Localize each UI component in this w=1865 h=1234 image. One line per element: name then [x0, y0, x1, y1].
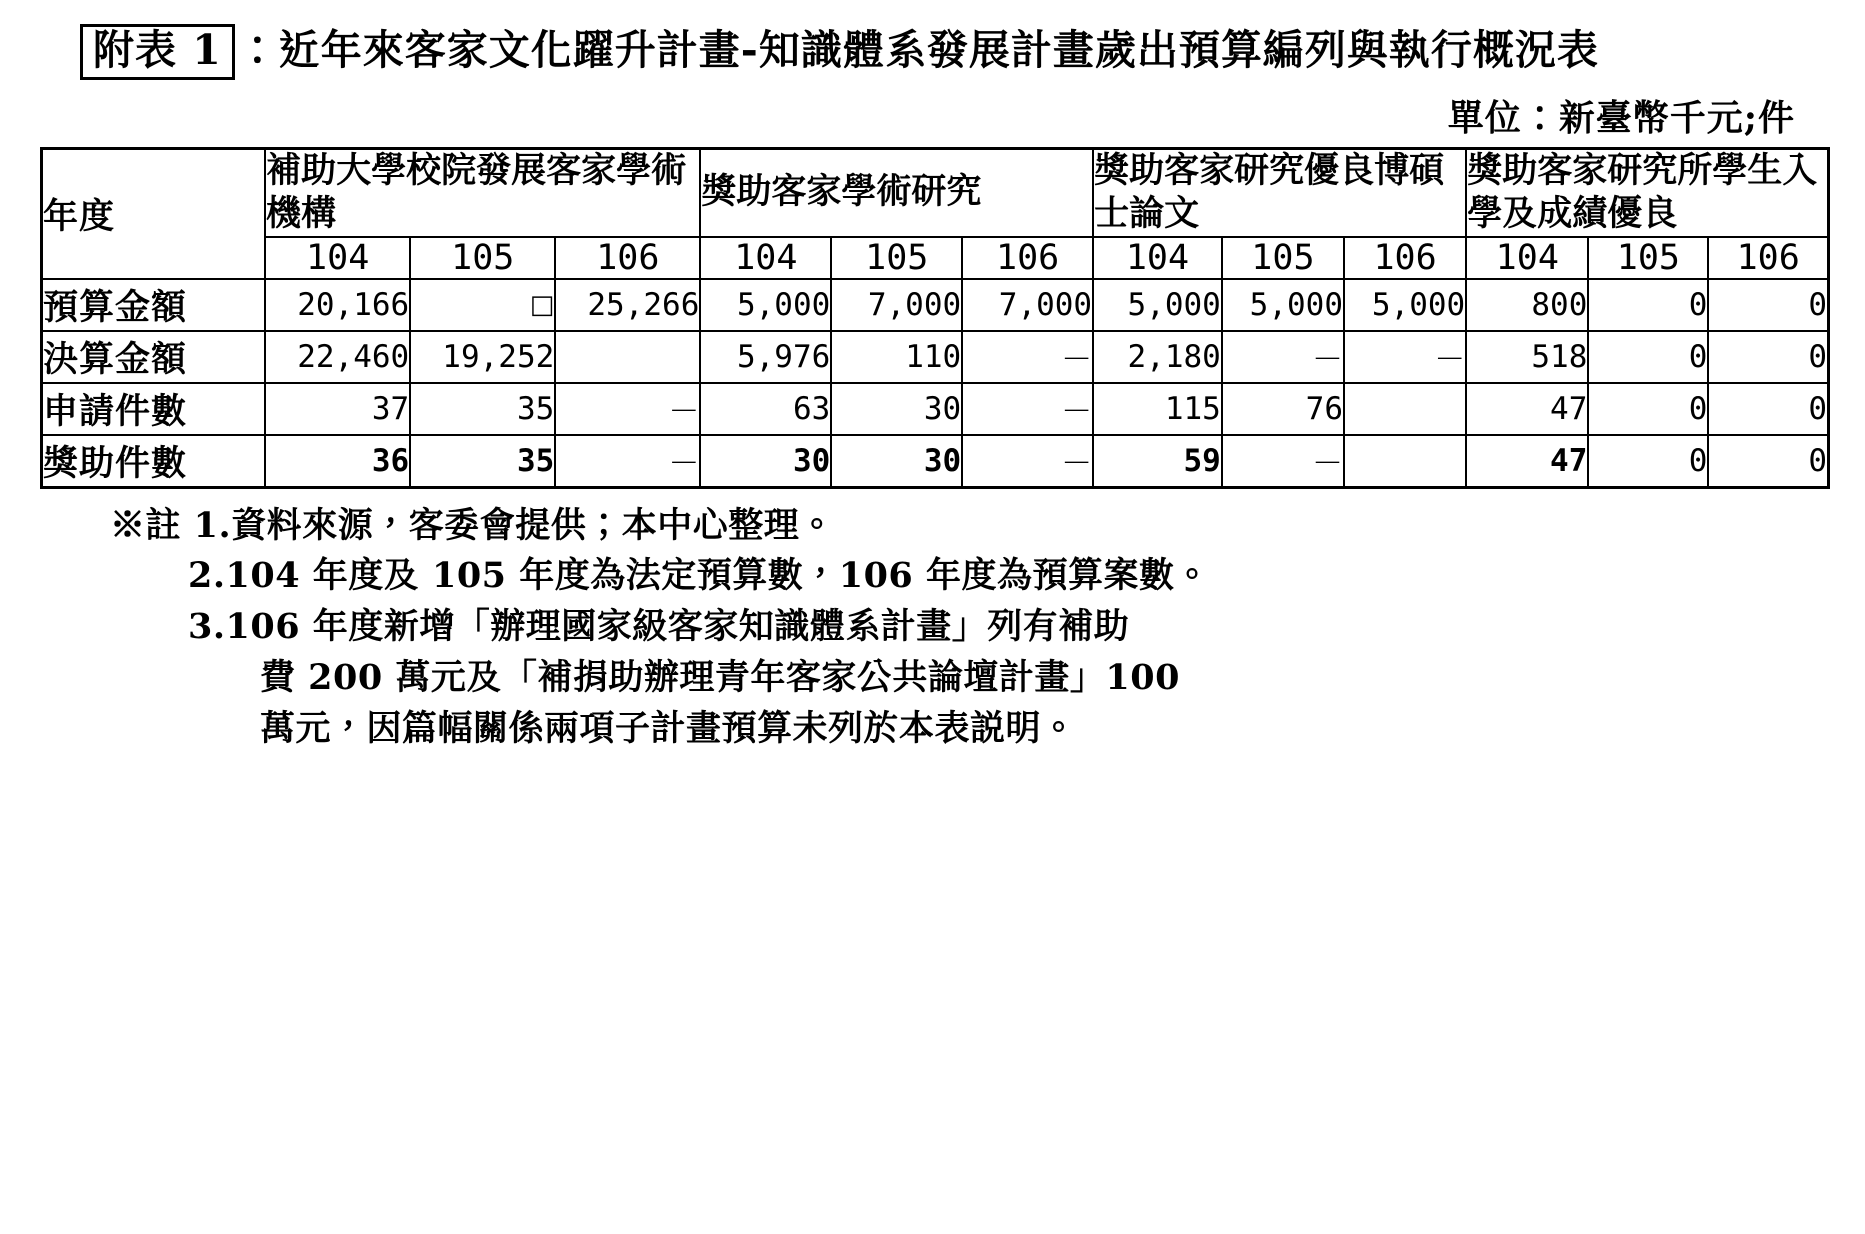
cell-3-3: 30 [700, 435, 831, 488]
title-text: ：近年來客家文化躍升計畫-知識體系發展計畫歲出預算編列與執行概況表 [236, 26, 1599, 74]
cell-2-7: 76 [1222, 383, 1344, 435]
group-header-2: 獎助客家研究優良博碩士論文 [1093, 149, 1466, 237]
cell-3-8 [1344, 435, 1466, 488]
cell-0-9: 800 [1466, 279, 1588, 331]
table-row [42, 279, 1829, 331]
year-header-1-0: 104 [700, 237, 831, 279]
group-header-1: 獎助客家學術研究 [700, 149, 1093, 237]
cell-1-9: 518 [1466, 331, 1588, 383]
cell-0-3: 5,000 [700, 279, 831, 331]
cell-2-9: 47 [1466, 383, 1588, 435]
cell-0-4: 7,000 [831, 279, 962, 331]
note-line-2: 2.104 年度及 105 年度為法定預算數，106 年度為預算案數。 [188, 555, 1210, 597]
cell-2-10: 0 [1588, 383, 1708, 435]
year-header-2-0: 104 [1093, 237, 1222, 279]
cell-2-6: 115 [1093, 383, 1222, 435]
group-header-0: 補助大學校院發展客家學術機構 [265, 149, 700, 237]
year-header-3-0: 104 [1466, 237, 1588, 279]
note-line-3a: 3.106 年度新增「辦理國家級客家知識體系計畫」列有補助 [188, 606, 1130, 648]
cell-0-11: 0 [1708, 279, 1828, 331]
cell-1-8: － [1344, 331, 1466, 383]
year-header-2-2: 106 [1344, 237, 1466, 279]
cell-3-6: 59 [1093, 435, 1222, 488]
cell-1-1: 19,252 [410, 331, 555, 383]
cell-2-1: 35 [410, 383, 555, 435]
cell-0-2: 25,266 [555, 279, 700, 331]
cell-0-8: 5,000 [1344, 279, 1466, 331]
cell-1-3: 5,976 [700, 331, 831, 383]
cell-2-8 [1344, 383, 1466, 435]
cell-3-2: － [555, 435, 700, 488]
cell-3-4: 30 [831, 435, 962, 488]
row-label-3: 獎助件數 [42, 435, 266, 488]
cell-1-2 [555, 331, 700, 383]
cell-1-7: － [1222, 331, 1344, 383]
table-header-years [42, 237, 1829, 279]
year-header-0-1: 105 [410, 237, 555, 279]
cell-3-7: － [1222, 435, 1344, 488]
cell-3-0: 36 [265, 435, 410, 488]
cell-1-0: 22,460 [265, 331, 410, 383]
page-title [80, 22, 1800, 80]
cell-1-5: － [962, 331, 1093, 383]
cell-3-1: 35 [410, 435, 555, 488]
cell-3-11: 0 [1708, 435, 1828, 488]
table-notes [110, 501, 1810, 755]
cell-1-10: 0 [1588, 331, 1708, 383]
title-tag: 附表 1 [80, 24, 235, 80]
year-header-0-0: 104 [265, 237, 410, 279]
note-line-3c: 萬元，因篇幅關係兩項子計畫預算未列於本表説明。 [260, 707, 1077, 749]
cell-2-3: 63 [700, 383, 831, 435]
budget-table-wrapper [40, 147, 1830, 488]
document-page [0, 22, 1865, 1234]
year-header-3-1: 105 [1588, 237, 1708, 279]
cell-3-9: 47 [1466, 435, 1588, 488]
row-label-0: 預算金額 [42, 279, 266, 331]
table-header-groups [42, 149, 1829, 237]
table-row [42, 331, 1829, 383]
budget-table [40, 147, 1830, 488]
cell-0-5: 7,000 [962, 279, 1093, 331]
table-row [42, 435, 1829, 488]
cell-0-10: 0 [1588, 279, 1708, 331]
group-header-3: 獎助客家研究所學生入學及成績優良 [1466, 149, 1828, 237]
corner-year-label: 年度 [42, 149, 266, 279]
cell-0-0: 20,166 [265, 279, 410, 331]
row-label-2: 申請件數 [42, 383, 266, 435]
cell-1-11: 0 [1708, 331, 1828, 383]
unit-note: 單位：新臺幣千元;件 [1447, 97, 1795, 140]
cell-3-5: － [962, 435, 1093, 488]
cell-2-5: － [962, 383, 1093, 435]
cell-2-0: 37 [265, 383, 410, 435]
cell-2-2: － [555, 383, 700, 435]
year-header-1-2: 106 [962, 237, 1093, 279]
cell-0-7: 5,000 [1222, 279, 1344, 331]
cell-3-10: 0 [1588, 435, 1708, 488]
cell-0-1: □ [410, 279, 555, 331]
note-line-3b: 費 200 萬元及「補捐助辦理青年客家公共論壇計畫」100 [260, 656, 1180, 698]
cell-2-4: 30 [831, 383, 962, 435]
cell-2-11: 0 [1708, 383, 1828, 435]
year-header-1-1: 105 [831, 237, 962, 279]
cell-0-6: 5,000 [1093, 279, 1222, 331]
table-row [42, 383, 1829, 435]
row-label-1: 決算金額 [42, 331, 266, 383]
cell-1-6: 2,180 [1093, 331, 1222, 383]
year-header-3-2: 106 [1708, 237, 1828, 279]
year-header-2-1: 105 [1222, 237, 1344, 279]
cell-1-4: 110 [831, 331, 962, 383]
year-header-0-2: 106 [555, 237, 700, 279]
note-line-1: ※註 1.資料來源，客委會提供；本中心整理。 [110, 504, 835, 546]
